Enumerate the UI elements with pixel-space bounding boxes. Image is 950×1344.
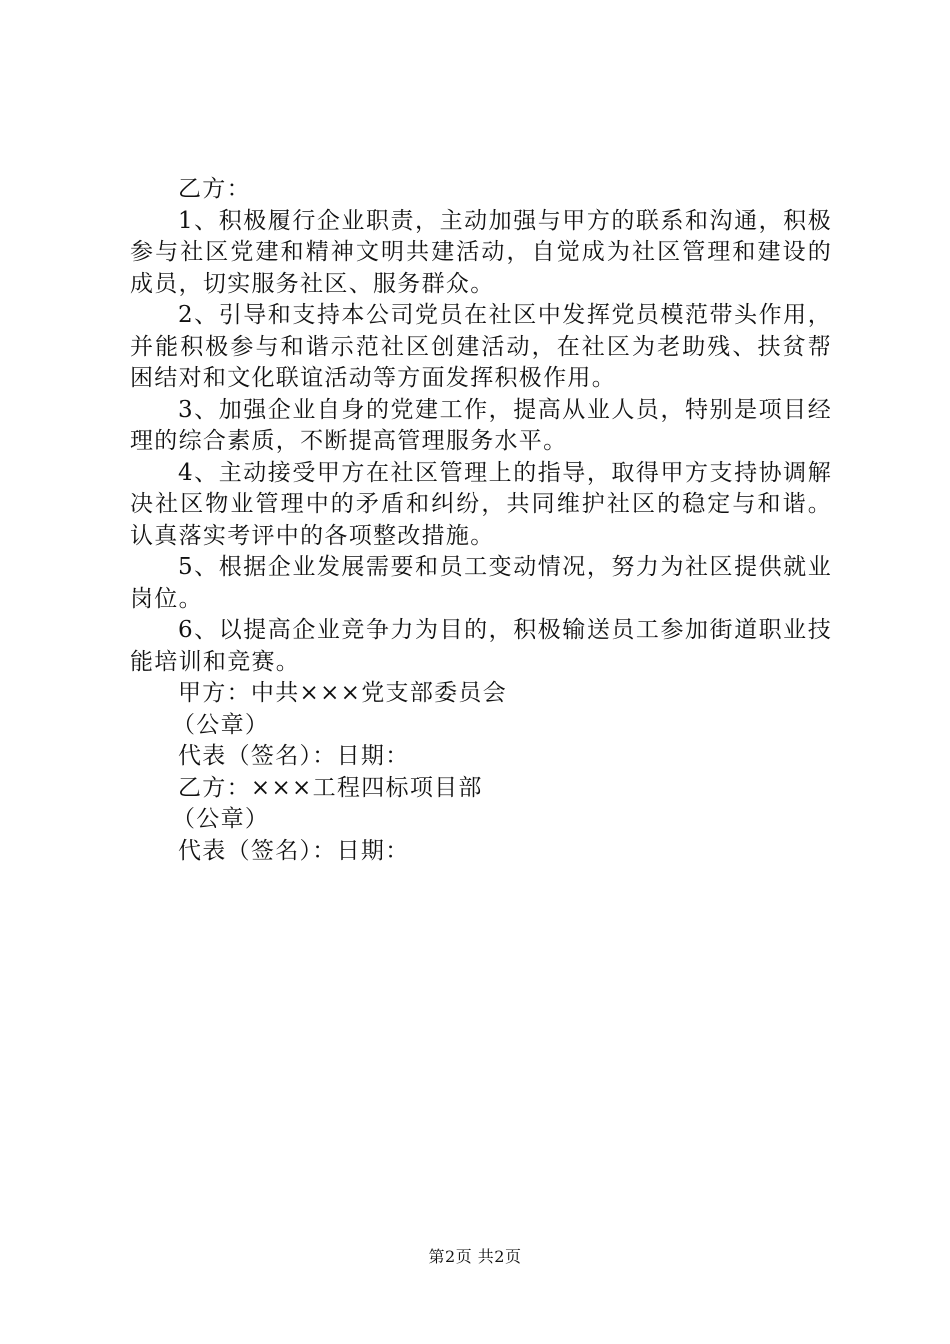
obligation-item-5: 5、根据企业发展需要和员工变动情况，努力为社区提供就业岗位。 — [130, 554, 832, 612]
obligation-item-1: 1、积极履行企业职责，主动加强与甲方的联系和沟通，积极参与社区党建和精神文明共建活动，自觉成为社区管理和建设的成员，切实服务社区、服务群众。 — [130, 207, 832, 297]
obligation-item-3: 3、加强企业自身的党建工作，提高从业人员，特别是项目经理的综合素质，不断提高管理服务水平。 — [130, 396, 832, 454]
party-a-representative: 代表（签名）：日期： — [178, 743, 410, 769]
party-b-representative: 代表（签名）：日期： — [178, 837, 410, 864]
party-a-name: 甲方：中共×××党支部委员会 — [178, 680, 508, 706]
page-footer: 第2页 共2页 — [428, 1247, 522, 1266]
obligation-item-4: 4、主动接受甲方在社区管理上的指导，取得甲方支持协调解决社区物业管理中的矛盾和纠纷，共同维护社区的稳定与和谐。认真落实考评中的各项整改措施。 — [130, 459, 832, 549]
document-body — [130, 174, 832, 867]
party-b-name: 乙方：×××工程四标项目部 — [178, 774, 483, 801]
party-b-seal: （公章） — [172, 806, 270, 832]
obligation-item-2: 2、引导和支持本公司党员在社区中发挥党员模范带头作用，并能积极参与和谐示范社区创建活动，在社区为老助残、扶贫帮困结对和文化联谊活动等方面发挥积极作用。 — [130, 302, 832, 391]
signature-block — [130, 678, 832, 867]
party-b-heading: 乙方： — [178, 176, 251, 202]
obligation-item-6: 6、以提高企业竞争力为目的，积极输送员工参加街道职业技能培训和竞赛。 — [130, 617, 832, 675]
party-a-seal: （公章） — [172, 711, 270, 738]
